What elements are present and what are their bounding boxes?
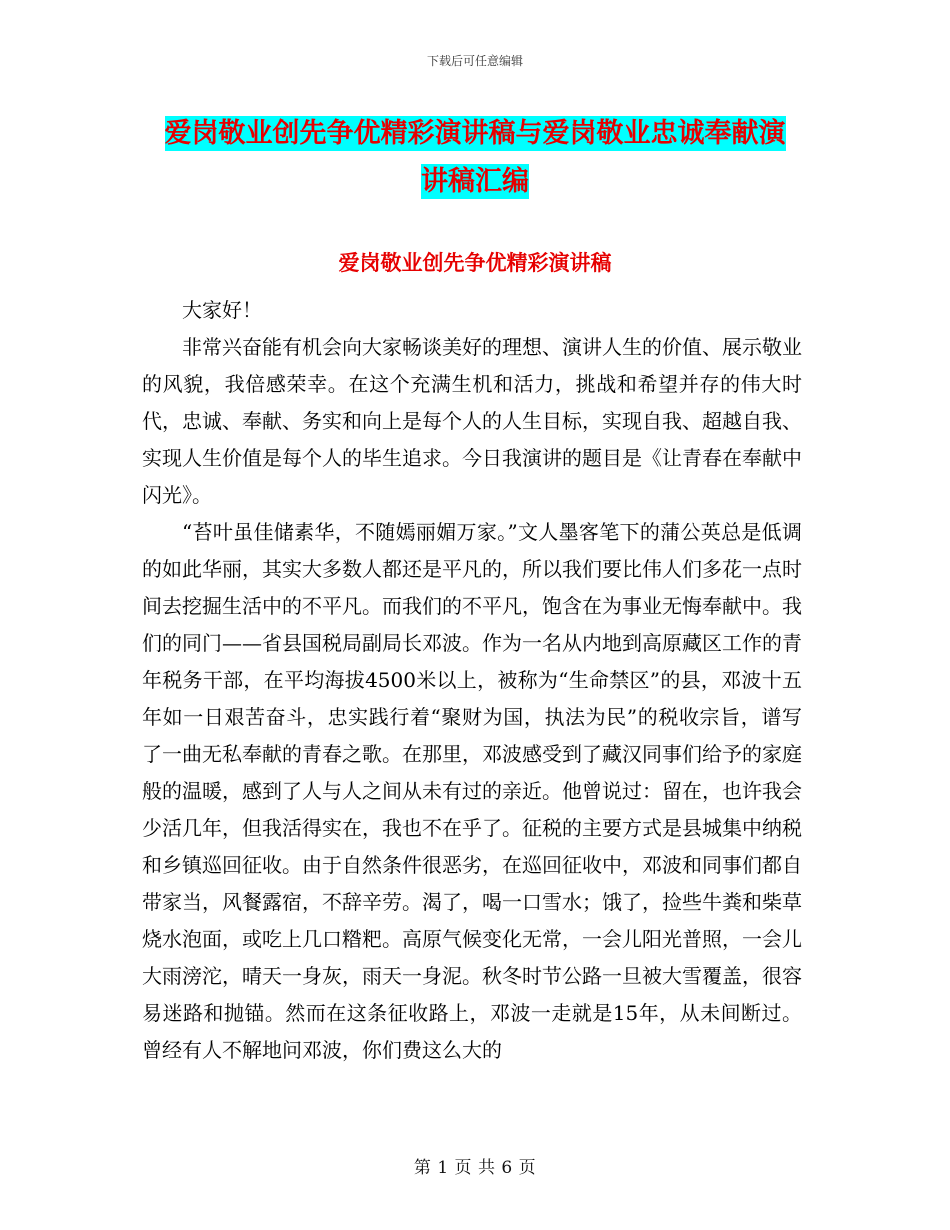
document-title: [150, 110, 800, 206]
body-text: [142, 292, 802, 1069]
page-footer: 第 1 页 共 6 页: [413, 1158, 537, 1178]
header-note: 下载后可任意编辑: [426, 54, 523, 68]
document-title-line2: 讲稿汇编: [421, 166, 529, 197]
greeting: 大家好！: [182, 298, 262, 322]
section-title: 爱岗敬业创先争优精彩演讲稿: [338, 251, 612, 275]
paragraph-1: 非常兴奋能有机会向大家畅谈美好的理想、演讲人生的价值、展示敬业的风貌，我倍感荣幸。在这个充满生机和活力，挑战和希望并存的伟大时代，忠诚、奉献、务实和向上是每个人的人生目标，实现自我、超越自我、实现人生价值是每个人的毕生追求。今日我演讲的题目是《让青春在奉献中闪光》。: [142, 335, 802, 507]
document-title-line1: 爱岗敬业创先争优精彩演讲稿与爱岗敬业忠诚奉献演: [164, 118, 786, 149]
paragraph-2: “苔叶虽佳储素华，不随嫣丽媚万家。”文人墨客笔下的蒲公英总是低调的如此华丽，其实大多数人都还是平凡的，所以我们要比伟人们多花一点时间去挖掘生活中的不平凡。而我们的不平凡，饱含在为事业无悔奉献中。我们的同门——省县国税局副局长邓波。作为一名从内地到高原藏区工作的青年税务干部，在平均海拔4500米以上，被称为“生命禁区”的县，邓波十五年如一日艰苦奋斗，忠实践行着“聚财为国，执法为民”的税收宗旨，谱写了一曲无私奉献的青春之歌。在那里，邓波感受到了藏汉同事们给予的家庭般的温暖，感到了人与人之间从未有过的亲近。他曾说过：留在，也许我会少活几年，但我活得实在，我也不在乎了。征税的主要方式是县城集中纳税和乡镇巡回征收。由于自然条件很恶劣，在巡回征收中，邓波和同事们都自带家当，风餐露宿，不辞辛劳。渴了，喝一口雪水；饿了，捡些牛粪和柴草烧水泡面，或吃上几口糌粑。高原气候变化无常，一会儿阳光普照，一会儿大雨滂沱，晴天一身灰，雨天一身泥。秋冬时节公路一旦被大雪覆盖，很容易迷路和抛锚。然而在这条征收路上，邓波一走就是15年，从未间断过。曾经有人不解地问邓波，你们费这么大的: [142, 520, 802, 1062]
